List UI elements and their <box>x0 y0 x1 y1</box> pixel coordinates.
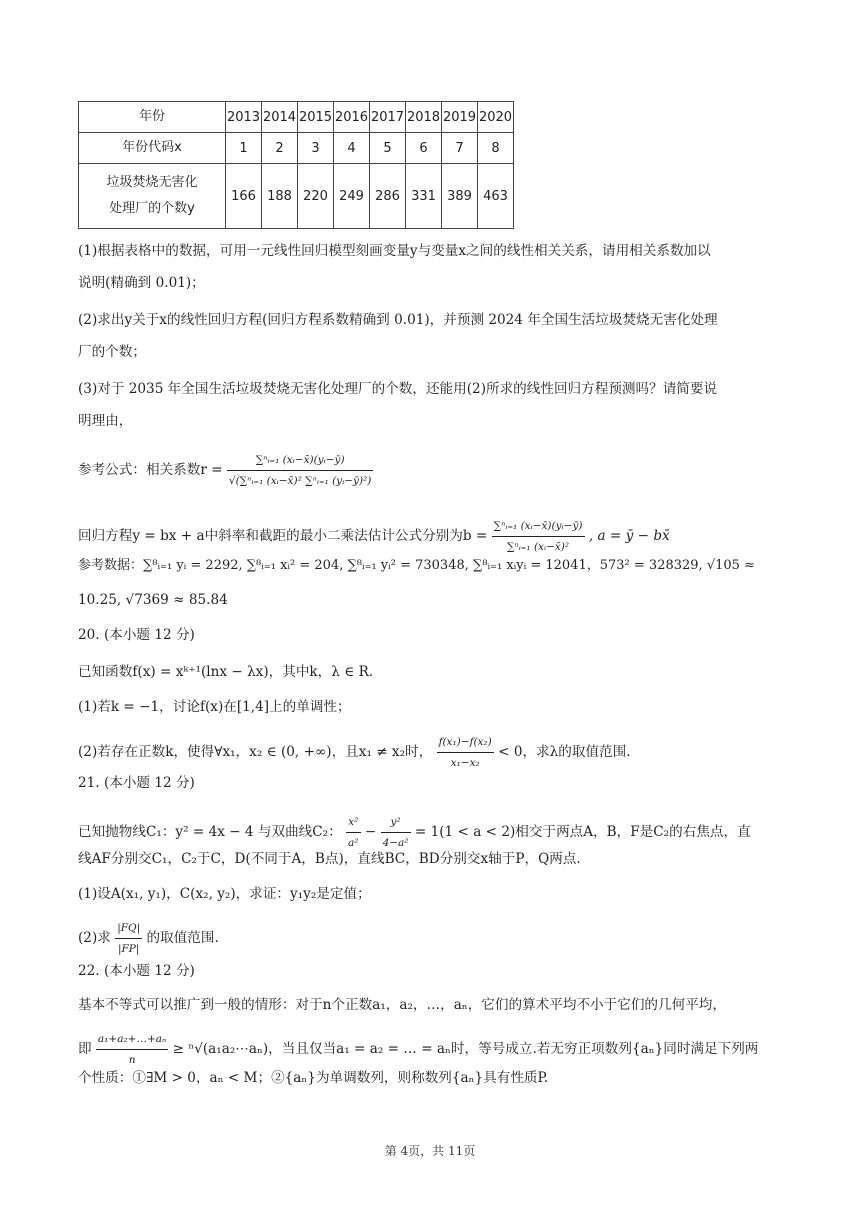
year-cell: 2013 <box>226 102 262 133</box>
table-row-counts <box>79 164 514 229</box>
count-cell: 286 <box>370 164 406 229</box>
table-row-codes <box>79 133 514 164</box>
count-cell: 331 <box>406 164 442 229</box>
page-footer: 第 4页，共 11页 <box>384 1144 476 1158</box>
q21-stem-line1 <box>78 812 751 853</box>
q22-stem-b2: ≥ ⁿ√(a₁a₂⋯aₙ)，当且仅当a₁ = a₂ = … = aₙ时，等号成立.若无穷正项数列{aₙ}同时满足下列两 <box>172 1041 759 1057</box>
q19-part1-line1: (1)根据表格中的数据，可用一元线性回归模型刻画变量y与变量x之间的线性相关关系，请用相关系数加以 <box>78 243 711 259</box>
formula-r-denominator: √(∑ⁿᵢ₌₁ (xᵢ−x̄)² ∑ⁿᵢ₌₁ (yᵢ−ȳ)²) <box>228 475 372 487</box>
q19-part3-line1: (3)对于 2035 年全国生活垃圾焚烧无害化处理厂的个数，还能用(2)所求的线性回归方程预测吗？请简要说 <box>78 381 718 397</box>
q20-fraction-numerator: f(x₁)−f(x₂) <box>437 732 494 753</box>
q21-fraction-y-numerator: y² <box>381 812 411 833</box>
q20-stem: 已知函数f(x) = xᵏ⁺¹(lnx − λx)，其中k，λ ∈ R. <box>78 664 374 680</box>
formula-r-label: 参考公式：相关系数r = <box>78 462 223 478</box>
q21-stem-line2: 线AF分别交C₁，C₂于C，D(不同于A，B点)，直线BC，BD分别交x轴于P，Q两点. <box>78 851 581 867</box>
year-cell: 2017 <box>370 102 406 133</box>
count-cell: 166 <box>226 164 262 229</box>
q21-fraction-x <box>346 812 360 853</box>
q22-mean-numerator: a₁+a₂+…+aₙ <box>96 1029 168 1050</box>
q19-part2-line2: 厂的个数； <box>78 344 146 360</box>
q21-title: 21. (本小题 12 分) <box>78 775 195 791</box>
row-label-count-line2: 处理厂的个数y <box>109 201 195 216</box>
q22-stem-line2 <box>78 1029 758 1070</box>
q20-title: 20. (本小题 12 分) <box>78 627 195 643</box>
row-label-count-line1: 垃圾焚烧无害化 <box>106 175 198 190</box>
code-cell: 3 <box>298 133 334 164</box>
q20-fraction-denominator: x₁−x₂ <box>450 757 480 769</box>
q21-part2-text-b: 的取值范围. <box>146 930 219 946</box>
q20-part2 <box>78 732 631 773</box>
q21-ratio-fraction <box>115 918 142 959</box>
q21-ratio-denominator: |FP| <box>117 943 140 955</box>
q21-part1: (1)设A(x₁, y₁)，C(x₂, y₂)，求证：y₁y₂是定值； <box>78 886 371 902</box>
formula-r-numerator: ∑ⁿᵢ₌₁ (xᵢ−x̄)(yᵢ−ȳ) <box>227 450 373 471</box>
q20-fraction <box>437 732 494 773</box>
q21-fraction-y <box>381 812 411 853</box>
q21-part2-text-a: (2)求 <box>78 930 111 946</box>
row-label-year: 年份 <box>79 102 226 133</box>
q21-stem-a2: = 1(1 < a < 2)相交于两点A，B，F是C₂的右焦点，直 <box>414 824 751 840</box>
year-cell: 2014 <box>262 102 298 133</box>
year-cell: 2020 <box>478 102 514 133</box>
regression-label: 回归方程y = bx + a中斜率和截距的最小二乘法估计公式分别为b = <box>78 528 488 544</box>
code-cell: 1 <box>226 133 262 164</box>
q22-mean-denominator: n <box>128 1054 136 1066</box>
code-cell: 4 <box>334 133 370 164</box>
q19-part3-line2: 明理由， <box>78 413 133 429</box>
q20-part1: (1)若k = −1，讨论f(x)在[1,4]上的单调性； <box>78 699 351 715</box>
code-cell: 2 <box>262 133 298 164</box>
q19-part2-line1: (2)求出y关于x的线性回归方程(回归方程系数精确到 0.01)，并预测 2024 年全国生活垃圾焚烧无害化处理 <box>78 312 718 328</box>
q22-stem-b1: 即 <box>78 1041 92 1057</box>
code-cell: 6 <box>406 133 442 164</box>
row-label-count <box>79 164 226 229</box>
q21-fraction-x-denominator: a² <box>348 837 359 849</box>
year-cell: 2018 <box>406 102 442 133</box>
data-table <box>78 101 514 229</box>
formula-b-fraction <box>492 516 585 557</box>
count-cell: 389 <box>442 164 478 229</box>
reference-data-line1: 参考数据：∑⁸ᵢ₌₁ yᵢ = 2292, ∑⁸ᵢ₌₁ xᵢ² = 204, ∑⁸ᵢ₌₁ yᵢ² = 730348, ∑⁸ᵢ₌₁ xᵢyᵢ = 12041，573² = 328329, √105 ≈ <box>78 558 755 573</box>
code-cell: 5 <box>370 133 406 164</box>
table-row-years <box>79 102 514 133</box>
q21-minus: − <box>364 824 381 840</box>
year-cell: 2019 <box>442 102 478 133</box>
q21-stem-a1: 已知抛物线C₁：y² = 4x − 4 与双曲线C₂： <box>78 824 342 840</box>
formula-r-line <box>78 450 373 491</box>
formula-r-fraction <box>227 450 373 491</box>
count-cell: 463 <box>478 164 514 229</box>
q20-part2-text-a: (2)若存在正数k，使得∀x₁，x₂ ∈ (0, +∞)，且x₁ ≠ x₂时， <box>78 744 433 760</box>
formula-regression-line <box>78 516 670 557</box>
code-cell: 7 <box>442 133 478 164</box>
year-cell: 2016 <box>334 102 370 133</box>
row-label-code: 年份代码x <box>79 133 226 164</box>
reference-data-line2: 10.25, √7369 ≈ 85.84 <box>78 592 228 608</box>
q21-fraction-x-numerator: x² <box>346 812 360 833</box>
q19-part1-line2: 说明(精确到 0.01)； <box>78 275 205 291</box>
q22-mean-fraction <box>96 1029 168 1070</box>
q22-stem-line1: 基本不等式可以推广到一般的情形：对于n个正数a₁，a₂，…，aₙ，它们的算术平均不小于它们的几何平均， <box>78 997 726 1013</box>
q21-fraction-y-denominator: 4−a² <box>382 837 409 849</box>
formula-b-numerator: ∑ⁿᵢ₌₁ (xᵢ−x̄)(yᵢ−ȳ) <box>492 516 585 537</box>
q21-ratio-numerator: |FQ| <box>115 918 142 939</box>
q21-part2 <box>78 918 219 959</box>
formula-b-denominator: ∑ⁿᵢ₌₁ (xᵢ−x̄)² <box>507 541 570 553</box>
code-cell: 8 <box>478 133 514 164</box>
q22-title: 22. (本小题 12 分) <box>78 963 195 979</box>
year-cell: 2015 <box>298 102 334 133</box>
count-cell: 220 <box>298 164 334 229</box>
count-cell: 188 <box>262 164 298 229</box>
count-cell: 249 <box>334 164 370 229</box>
formula-a: , a = ȳ − bx̄ <box>588 528 670 544</box>
q20-part2-text-b: < 0，求λ的取值范围. <box>498 744 631 760</box>
q22-stem-line3: 个性质：①∃M > 0，aₙ < M；②{aₙ}为单调数列，则称数列{aₙ}具有性质P. <box>78 1070 549 1086</box>
